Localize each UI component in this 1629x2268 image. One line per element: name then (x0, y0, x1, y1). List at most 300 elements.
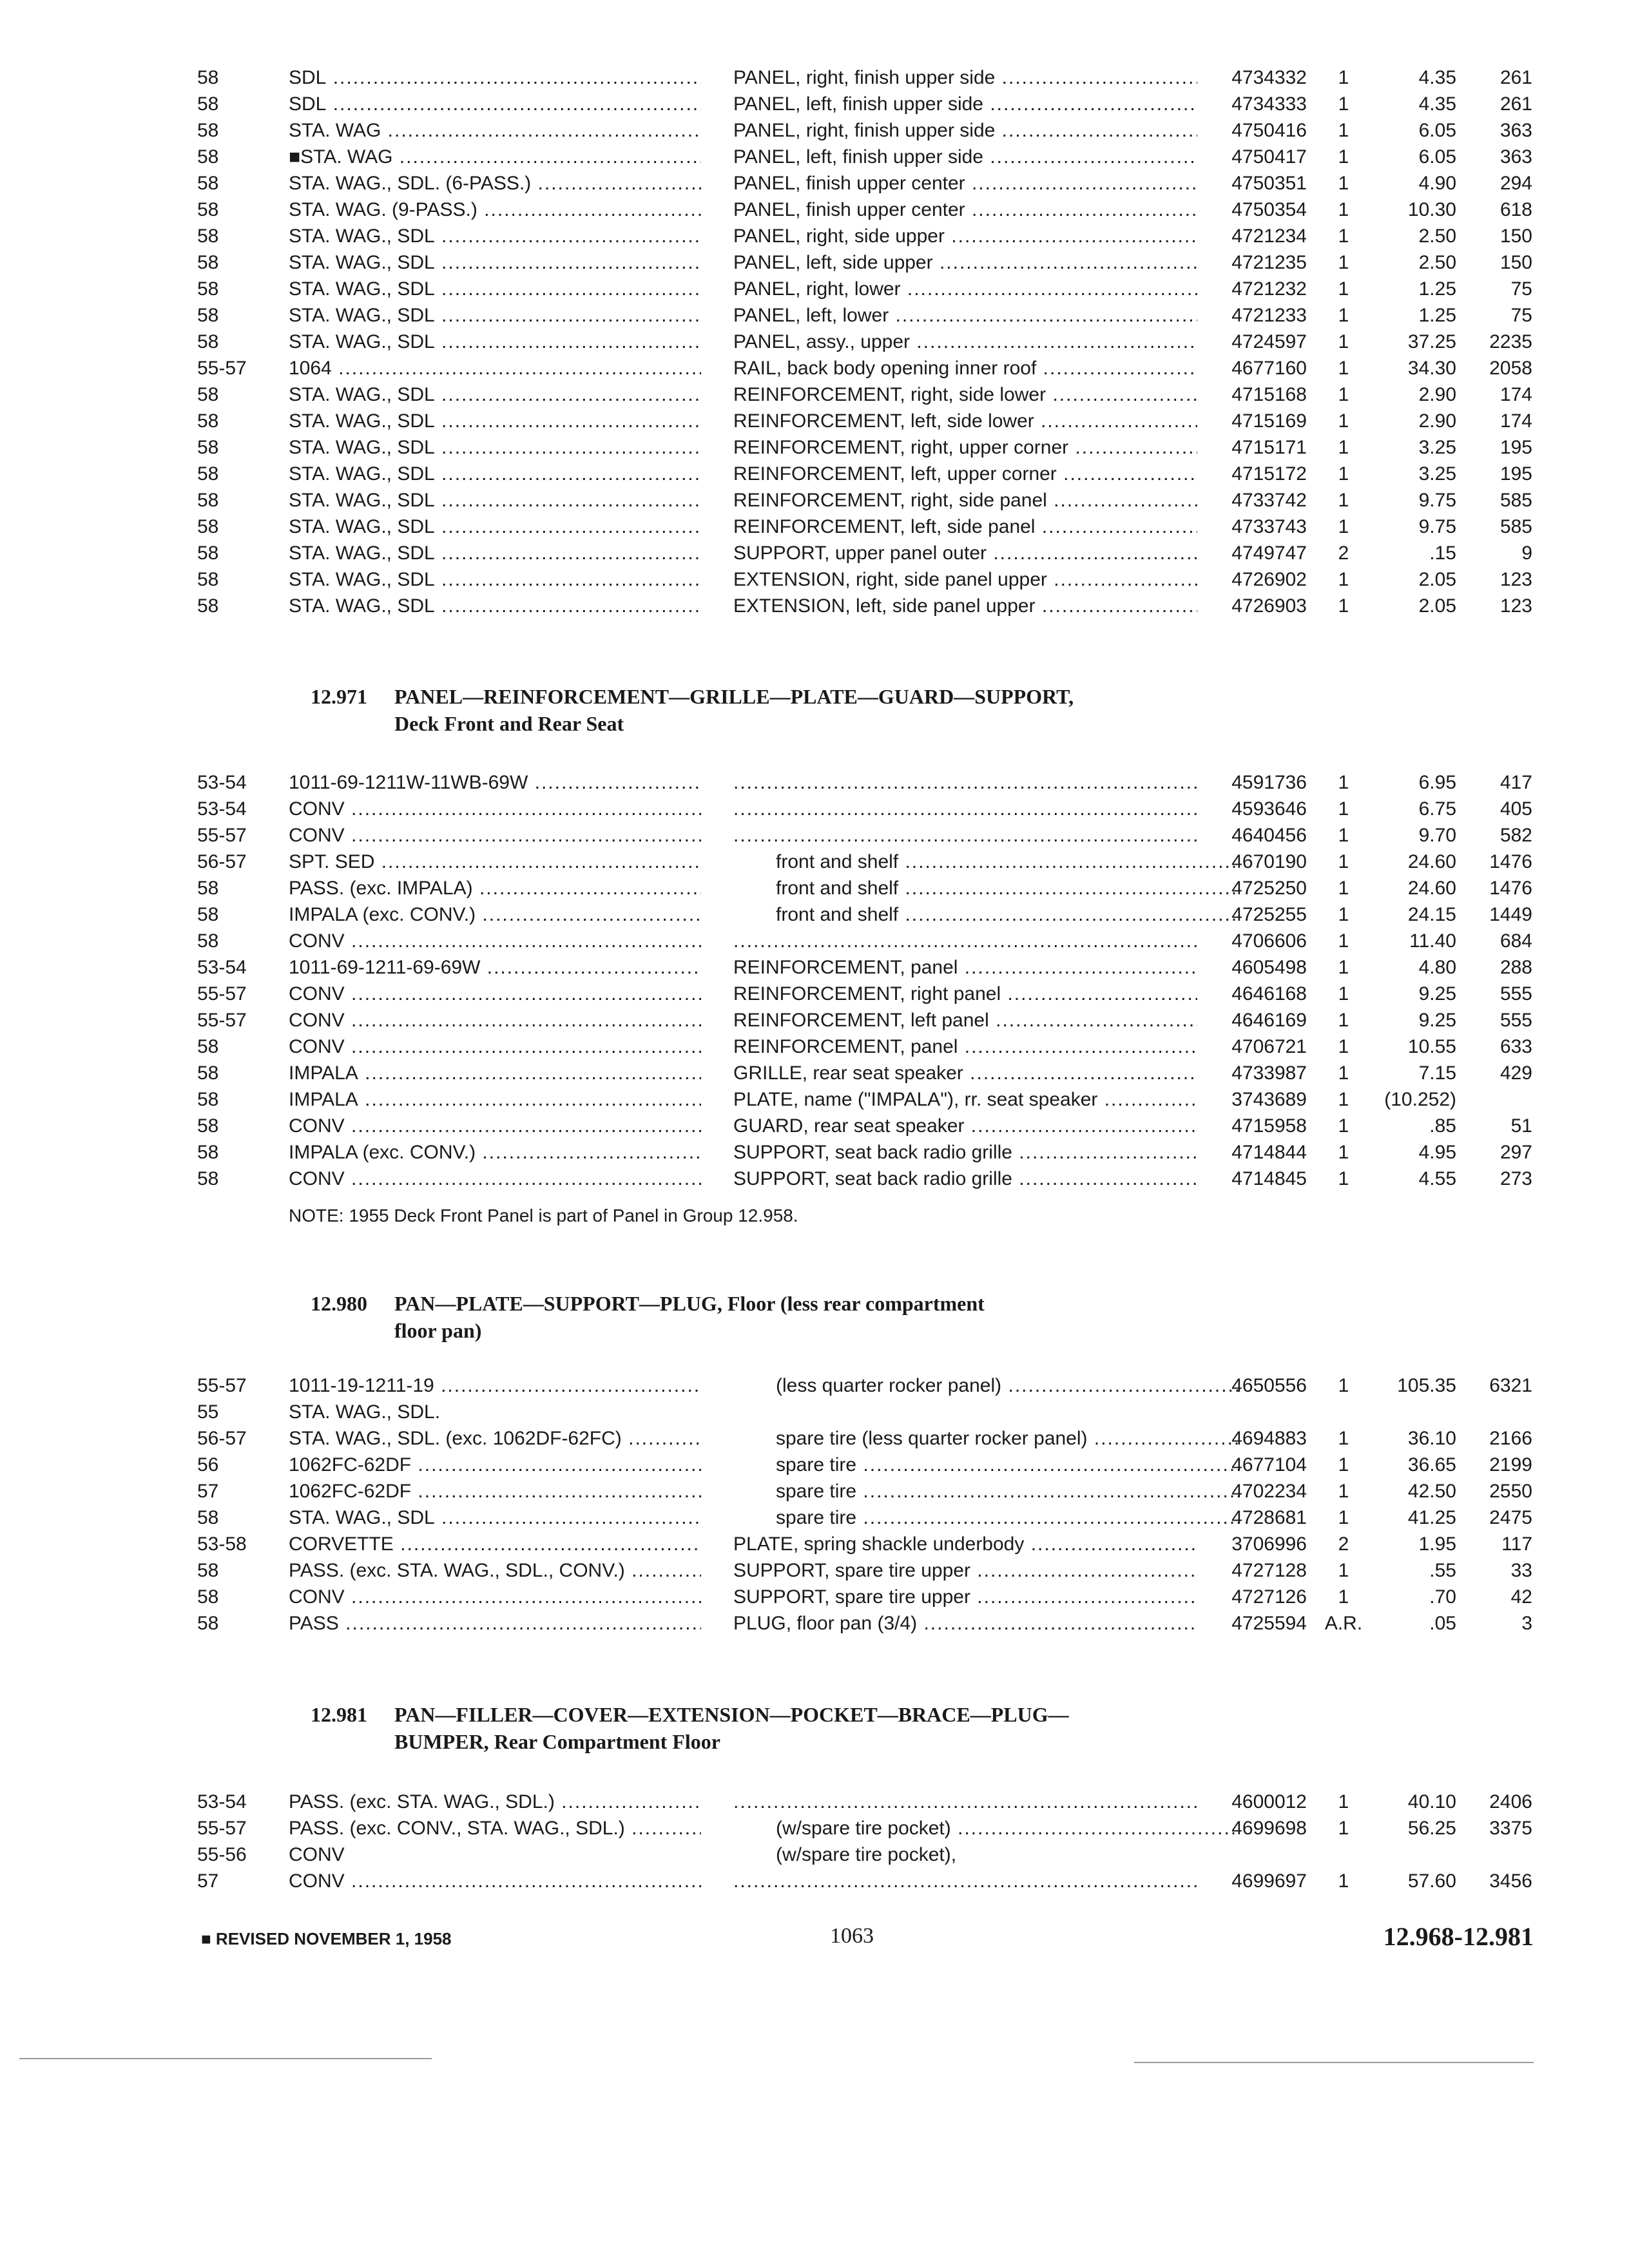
description-cell: PANEL, finish upper center ..... (733, 170, 1197, 197)
year-cell: 55-57 (197, 1375, 247, 1396)
part-number-cell: 4605498 (1231, 957, 1307, 978)
model-cell: 1011-69-1211-69-69W ..... (289, 954, 701, 981)
unit-price-cell: 1476 (1489, 878, 1532, 899)
quantity-cell: 1 (1338, 1375, 1349, 1396)
unit-price-cell: 633 (1499, 1036, 1532, 1057)
year-cell: 55 (197, 1401, 219, 1423)
table-row (0, 408, 1629, 435)
list-price-cell: 4.80 (1418, 957, 1456, 978)
quantity-cell: 1 (1338, 1481, 1349, 1502)
quantity-cell: 1 (1338, 120, 1349, 141)
model-cell: PASS. (exc. STA. WAG., SDL.) ..... (289, 1789, 701, 1816)
description-cell: PANEL, left, finish upper side ..... (733, 144, 1197, 171)
part-number-cell: 4734333 (1231, 93, 1307, 115)
section-number: 12.971 (311, 685, 367, 708)
description-cell: GRILLE, rear seat speaker ..... (733, 1060, 1197, 1087)
description-cell: REINFORCEMENT, right panel ..... (733, 981, 1197, 1008)
quantity-cell: 1 (1338, 358, 1349, 379)
description-cell: PANEL, right, side upper ..... (733, 223, 1197, 250)
table-row (0, 223, 1629, 250)
description-cell: SUPPORT, spare tire upper ..... (733, 1557, 1197, 1584)
year-cell: 55-56 (197, 1844, 247, 1865)
unit-price-cell: 6321 (1489, 1375, 1532, 1396)
description-cell: EXTENSION, left, side panel upper ..... (733, 593, 1197, 620)
list-price-cell: 9.25 (1418, 1010, 1456, 1031)
table-row (0, 1007, 1629, 1034)
quantity-cell: 1 (1338, 957, 1349, 978)
unit-price-cell: 2199 (1489, 1454, 1532, 1475)
year-cell: 58 (197, 904, 219, 925)
unit-price-cell: 429 (1499, 1062, 1532, 1084)
part-number-cell: 4694883 (1231, 1428, 1307, 1449)
table-row (0, 461, 1629, 488)
list-price-cell: 36.10 (1407, 1428, 1456, 1449)
part-number-cell: 4734332 (1231, 67, 1307, 88)
table-row (0, 1399, 1629, 1426)
part-number-cell: 4750416 (1231, 120, 1307, 141)
part-number-cell: 3743689 (1231, 1089, 1307, 1110)
description-cell: PANEL, left, side upper ..... (733, 249, 1197, 276)
quantity-cell: 1 (1338, 878, 1349, 899)
table-row (0, 487, 1629, 514)
description-cell: PANEL, left, lower ..... (733, 302, 1197, 329)
part-number-cell: 4650556 (1231, 1375, 1307, 1396)
table-row (0, 434, 1629, 461)
part-number-cell: 4726903 (1231, 595, 1307, 617)
model-cell: CORVETTE ..... (289, 1531, 701, 1558)
page-number: 1063 (830, 1924, 874, 1948)
part-number-cell: 4750417 (1231, 146, 1307, 168)
year-cell: 58 (197, 1168, 219, 1189)
revised-date: ■ REVISED NOVEMBER 1, 1958 (201, 1929, 452, 1948)
table-row (0, 1425, 1629, 1452)
year-cell: 56-57 (197, 851, 247, 872)
description-cell: PANEL, assy., upper ..... (733, 329, 1197, 356)
description-cell: PANEL, right, lower ..... (733, 276, 1197, 303)
year-cell: 58 (197, 1115, 219, 1137)
section-title-line2: floor pan) (394, 1319, 482, 1342)
list-price-cell: 24.15 (1407, 904, 1456, 925)
model-cell: STA. WAG., SDL ..... (289, 434, 701, 461)
table-row (0, 954, 1629, 981)
year-cell: 58 (197, 226, 219, 247)
table-row (0, 1372, 1629, 1399)
unit-price-cell: 273 (1499, 1168, 1532, 1189)
table-row (0, 514, 1629, 541)
unit-price-cell: 2406 (1489, 1791, 1532, 1812)
table-row (0, 796, 1629, 823)
unit-price-cell: 261 (1499, 93, 1532, 115)
unit-price-cell: 117 (1501, 1533, 1532, 1555)
unit-price-cell: 3 (1521, 1613, 1532, 1634)
description-cell: RAIL, back body opening inner roof ..... (733, 355, 1197, 382)
list-price-cell: 105.35 (1397, 1375, 1456, 1396)
unit-price-cell: 1476 (1489, 851, 1532, 872)
table-row (0, 1060, 1629, 1087)
quantity-cell: 1 (1338, 983, 1349, 1004)
year-cell: 58 (197, 331, 219, 352)
model-cell: STA. WAG., SDL ..... (289, 276, 701, 303)
year-cell: 58 (197, 1507, 219, 1528)
quantity-cell: 1 (1338, 516, 1349, 537)
year-cell: 53-58 (197, 1533, 247, 1555)
year-cell: 55-57 (197, 983, 247, 1004)
year-cell: 56-57 (197, 1428, 247, 1449)
section-number: 12.981 (311, 1703, 367, 1726)
part-number-cell: 4721232 (1231, 278, 1307, 300)
list-price-cell: 36.65 (1407, 1454, 1456, 1475)
list-price-cell: 24.60 (1407, 878, 1456, 899)
model-cell: CONV ..... (289, 1584, 701, 1611)
unit-price-cell: 3456 (1489, 1870, 1532, 1892)
part-number-cell: 4728681 (1231, 1507, 1307, 1528)
list-price-cell: 4.35 (1418, 67, 1456, 88)
quantity-cell: 1 (1338, 331, 1349, 352)
part-number-cell: 4727128 (1231, 1560, 1307, 1581)
list-price-cell: .85 (1429, 1115, 1456, 1137)
year-cell: 58 (197, 384, 219, 405)
quantity-cell: 1 (1338, 463, 1349, 485)
unit-price-cell: 405 (1499, 798, 1532, 820)
model-cell: CONV (289, 1844, 345, 1865)
unit-price-cell: 174 (1499, 410, 1532, 432)
description-cell (733, 1868, 1197, 1895)
table-row (0, 1113, 1629, 1140)
quantity-cell: 1 (1338, 1010, 1349, 1031)
model-cell: STA. WAG., SDL ..... (289, 514, 701, 541)
year-cell: 55-57 (197, 358, 247, 379)
year-cell: 57 (197, 1481, 219, 1502)
quantity-cell: 2 (1338, 1533, 1349, 1555)
unit-price-cell: 261 (1499, 67, 1532, 88)
table-row (0, 981, 1629, 1008)
unit-price-cell: 3375 (1489, 1818, 1532, 1839)
quantity-cell: 1 (1338, 146, 1349, 168)
description-cell: PLATE, spring shackle underbody ..... (733, 1531, 1197, 1558)
table-row (0, 1086, 1629, 1113)
section-title-line1: PAN—FILLER—COVER—EXTENSION—POCKET—BRACE—PLUG— (394, 1703, 1069, 1726)
unit-price-cell: 150 (1499, 252, 1532, 273)
unit-price-cell: 195 (1499, 463, 1532, 485)
part-number-cell: 4715171 (1231, 437, 1307, 458)
part-number-cell: 4702234 (1231, 1481, 1307, 1502)
quantity-cell: 1 (1338, 772, 1349, 793)
part-number-cell: 4715172 (1231, 463, 1307, 485)
quantity-cell: 1 (1338, 930, 1349, 952)
part-number-cell: 4706606 (1231, 930, 1307, 952)
description-cell: PLUG, floor pan (3/4) ..... (733, 1610, 1197, 1637)
list-price-cell: 4.95 (1418, 1142, 1456, 1163)
scan-edge-line (19, 2058, 432, 2059)
year-cell: 55-57 (197, 1010, 247, 1031)
list-price-cell: 6.05 (1418, 146, 1456, 168)
list-price-cell: 37.25 (1407, 331, 1456, 352)
list-price-cell: 6.05 (1418, 120, 1456, 141)
table-row (0, 901, 1629, 928)
unit-price-cell: 297 (1499, 1142, 1532, 1163)
description-cell: front and shelf ..... (733, 875, 1240, 902)
unit-price-cell: 75 (1510, 305, 1532, 326)
part-number-cell: 4750351 (1231, 173, 1307, 194)
year-cell: 56 (197, 1454, 219, 1475)
year-cell: 58 (197, 278, 219, 300)
quantity-cell: 1 (1338, 1454, 1349, 1475)
quantity-cell: 1 (1338, 490, 1349, 511)
unit-price-cell: 363 (1499, 120, 1532, 141)
description-cell: spare tire ..... (733, 1452, 1240, 1479)
table-row (0, 1868, 1629, 1895)
list-price-cell: 41.25 (1407, 1507, 1456, 1528)
unit-price-cell: 363 (1499, 146, 1532, 168)
list-price-cell: 10.55 (1407, 1036, 1456, 1057)
list-price-cell: 10.30 (1407, 199, 1456, 220)
list-price-cell: .05 (1429, 1613, 1456, 1634)
list-price-cell: 4.55 (1418, 1168, 1456, 1189)
part-number-cell: 4699698 (1231, 1818, 1307, 1839)
model-cell: CONV ..... (289, 1166, 701, 1193)
list-price-cell: 24.60 (1407, 851, 1456, 872)
model-cell: IMPALA (exc. CONV.) ..... (289, 1139, 701, 1166)
description-cell: SUPPORT, seat back radio grille ..... (733, 1166, 1197, 1193)
part-number-cell: 4591736 (1231, 772, 1307, 793)
year-cell: 53-54 (197, 798, 247, 820)
table-row (0, 64, 1629, 91)
model-cell: PASS. (exc. IMPALA) ..... (289, 875, 701, 902)
part-number-cell: 4670190 (1231, 851, 1307, 872)
year-cell: 58 (197, 1062, 219, 1084)
model-cell: SPT. SED ..... (289, 849, 701, 876)
table-row (0, 1610, 1629, 1637)
quantity-cell: 1 (1338, 226, 1349, 247)
description-cell: (less quarter rocker panel) ..... (733, 1372, 1240, 1399)
description-cell: SUPPORT, seat back radio grille ..... (733, 1139, 1197, 1166)
description-cell (733, 822, 1197, 849)
description-cell: front and shelf ..... (733, 901, 1240, 928)
quantity-cell: 1 (1338, 1062, 1349, 1084)
list-price-cell: 34.30 (1407, 358, 1456, 379)
model-cell: CONV ..... (289, 981, 701, 1008)
unit-price-cell: 2058 (1489, 358, 1532, 379)
list-price-cell: 9.75 (1418, 490, 1456, 511)
quantity-cell: 1 (1338, 1791, 1349, 1812)
quantity-cell: 1 (1338, 1142, 1349, 1163)
quantity-cell: 1 (1338, 1036, 1349, 1057)
unit-price-cell: 2166 (1489, 1428, 1532, 1449)
year-cell: 58 (197, 199, 219, 220)
year-cell: 53-54 (197, 957, 247, 978)
table-row (0, 276, 1629, 303)
model-cell: CONV ..... (289, 796, 701, 823)
group-range: 12.968-12.981 (1383, 1922, 1534, 1951)
list-price-cell: 57.60 (1407, 1870, 1456, 1892)
model-cell: 1011-19-1211-19 ..... (289, 1372, 701, 1399)
table-row (0, 197, 1629, 224)
list-price-cell: 6.95 (1418, 772, 1456, 793)
model-cell: STA. WAG., SDL ..... (289, 302, 701, 329)
year-cell: 58 (197, 1613, 219, 1634)
quantity-cell: 1 (1338, 1089, 1349, 1110)
table-row (0, 249, 1629, 276)
model-cell: CONV ..... (289, 928, 701, 955)
description-cell: spare tire (less quarter rocker panel) ..... (733, 1425, 1240, 1452)
year-cell: 53-54 (197, 772, 247, 793)
quantity-cell: 1 (1338, 1586, 1349, 1608)
unit-price-cell: 9 (1521, 543, 1532, 564)
quantity-cell: 1 (1338, 569, 1349, 590)
description-cell: REINFORCEMENT, left, side panel ..... (733, 514, 1197, 541)
quantity-cell: 1 (1338, 1428, 1349, 1449)
model-cell: STA. WAG., SDL ..... (289, 223, 701, 250)
table-row (0, 1452, 1629, 1479)
list-price-cell: 2.90 (1418, 384, 1456, 405)
model-cell: 1064 ..... (289, 355, 701, 382)
year-cell: 58 (197, 490, 219, 511)
list-price-cell: .15 (1429, 543, 1456, 564)
list-price-cell: (10.252) (1384, 1089, 1456, 1110)
unit-price-cell: 585 (1499, 490, 1532, 511)
description-cell: REINFORCEMENT, left, side lower ..... (733, 408, 1197, 435)
list-price-cell: 3.25 (1418, 437, 1456, 458)
model-cell: SDL ..... (289, 64, 701, 91)
table-row (0, 1478, 1629, 1505)
unit-price-cell: 195 (1499, 437, 1532, 458)
part-number-cell: 4725250 (1231, 878, 1307, 899)
part-number-cell: 4733987 (1231, 1062, 1307, 1084)
description-cell: spare tire ..... (733, 1504, 1240, 1532)
list-price-cell: 2.50 (1418, 226, 1456, 247)
unit-price-cell: 123 (1499, 569, 1532, 590)
year-cell: 58 (197, 437, 219, 458)
year-cell: 58 (197, 1036, 219, 1057)
year-cell: 58 (197, 1560, 219, 1581)
model-cell: PASS ..... (289, 1610, 701, 1637)
quantity-cell: 1 (1338, 252, 1349, 273)
year-cell: 58 (197, 1089, 219, 1110)
model-cell: STA. WAG., SDL ..... (289, 461, 701, 488)
quantity-cell: 1 (1338, 410, 1349, 432)
model-cell: STA. WAG. (9-PASS.) ..... (289, 197, 701, 224)
unit-price-cell: 1449 (1489, 904, 1532, 925)
part-number-cell: 4714844 (1231, 1142, 1307, 1163)
model-cell: CONV ..... (289, 1868, 701, 1895)
year-cell: 58 (197, 252, 219, 273)
list-price-cell: 1.95 (1418, 1533, 1456, 1555)
description-cell: PANEL, right, finish upper side ..... (733, 64, 1197, 91)
unit-price-cell: 555 (1499, 983, 1532, 1004)
model-cell: STA. WAG., SDL ..... (289, 329, 701, 356)
quantity-cell: 1 (1338, 1560, 1349, 1581)
unit-price-cell: 75 (1510, 278, 1532, 300)
description-cell: PANEL, left, finish upper side ..... (733, 91, 1197, 118)
description-cell: front and shelf ..... (733, 849, 1240, 876)
model-cell: CONV ..... (289, 1113, 701, 1140)
unit-price-cell: 51 (1510, 1115, 1532, 1137)
table-row (0, 875, 1629, 902)
table-row (0, 1139, 1629, 1166)
quantity-cell: 1 (1338, 278, 1349, 300)
section-title-line1: PANEL—REINFORCEMENT—GRILLE—PLATE—GUARD—SUPPORT, (394, 685, 1074, 708)
description-cell: PLATE, name ("IMPALA"), rr. seat speaker ..... (733, 1086, 1197, 1113)
model-cell: CONV ..... (289, 1007, 701, 1034)
part-number-cell: 4721233 (1231, 305, 1307, 326)
description-cell: spare tire ..... (733, 1478, 1240, 1505)
year-cell: 58 (197, 463, 219, 485)
description-cell: REINFORCEMENT, right, upper corner ..... (733, 434, 1197, 461)
part-number-cell: 4715169 (1231, 410, 1307, 432)
quantity-cell: A.R. (1324, 1613, 1363, 1634)
table-row (0, 1166, 1629, 1193)
quantity-cell: 1 (1338, 825, 1349, 846)
part-number-cell: 4715168 (1231, 384, 1307, 405)
description-cell: REINFORCEMENT, right, side panel ..... (733, 487, 1197, 514)
part-number-cell: 4721234 (1231, 226, 1307, 247)
quantity-cell: 1 (1338, 1870, 1349, 1892)
unit-price-cell: 582 (1499, 825, 1532, 846)
unit-price-cell: 288 (1499, 957, 1532, 978)
list-price-cell: 2.05 (1418, 569, 1456, 590)
part-number-cell: 4646168 (1231, 983, 1307, 1004)
quantity-cell: 1 (1338, 1168, 1349, 1189)
unit-price-cell: 2475 (1489, 1507, 1532, 1528)
year-cell: 58 (197, 595, 219, 617)
quantity-cell: 1 (1338, 595, 1349, 617)
unit-price-cell: 2550 (1489, 1481, 1532, 1502)
description-cell (733, 1789, 1197, 1816)
list-price-cell: 2.90 (1418, 410, 1456, 432)
quantity-cell: 1 (1338, 384, 1349, 405)
model-cell: CONV ..... (289, 1033, 701, 1061)
table-row (0, 144, 1629, 171)
description-cell: REINFORCEMENT, left, upper corner ..... (733, 461, 1197, 488)
quantity-cell: 1 (1338, 851, 1349, 872)
list-price-cell: 1.25 (1418, 278, 1456, 300)
year-cell: 53-54 (197, 1791, 247, 1812)
table-row (0, 566, 1629, 593)
part-number-cell: 4600012 (1231, 1791, 1307, 1812)
table-row (0, 1033, 1629, 1061)
table-row (0, 1504, 1629, 1532)
description-cell: REINFORCEMENT, left panel ..... (733, 1007, 1197, 1034)
table-row (0, 91, 1629, 118)
quantity-cell: 2 (1338, 543, 1349, 564)
unit-price-cell: 417 (1499, 772, 1532, 793)
description-cell: REINFORCEMENT, right, side lower ..... (733, 381, 1197, 408)
model-cell: IMPALA ..... (289, 1060, 701, 1087)
year-cell: 58 (197, 120, 219, 141)
year-cell: 58 (197, 1142, 219, 1163)
part-number-cell: 4721235 (1231, 252, 1307, 273)
description-cell: PANEL, finish upper center ..... (733, 197, 1197, 224)
description-cell: (w/spare tire pocket) ..... (733, 1815, 1240, 1842)
part-number-cell: 4724597 (1231, 331, 1307, 352)
description-cell (733, 928, 1197, 955)
unit-price-cell: 555 (1499, 1010, 1532, 1031)
part-number-cell: 4715958 (1231, 1115, 1307, 1137)
description-cell: GUARD, rear seat speaker ..... (733, 1113, 1197, 1140)
model-cell: STA. WAG., SDL ..... (289, 408, 701, 435)
part-number-cell: 4677160 (1231, 358, 1307, 379)
description-cell (733, 769, 1197, 796)
model-cell: 1062FC-62DF ..... (289, 1478, 701, 1505)
year-cell: 58 (197, 516, 219, 537)
year-cell: 57 (197, 1870, 219, 1892)
unit-price-cell: 618 (1499, 199, 1532, 220)
table-row (0, 593, 1629, 620)
model-cell: IMPALA ..... (289, 1086, 701, 1113)
table-row (0, 1584, 1629, 1611)
model-cell: STA. WAG., SDL ..... (289, 381, 701, 408)
year-cell: 58 (197, 1586, 219, 1608)
